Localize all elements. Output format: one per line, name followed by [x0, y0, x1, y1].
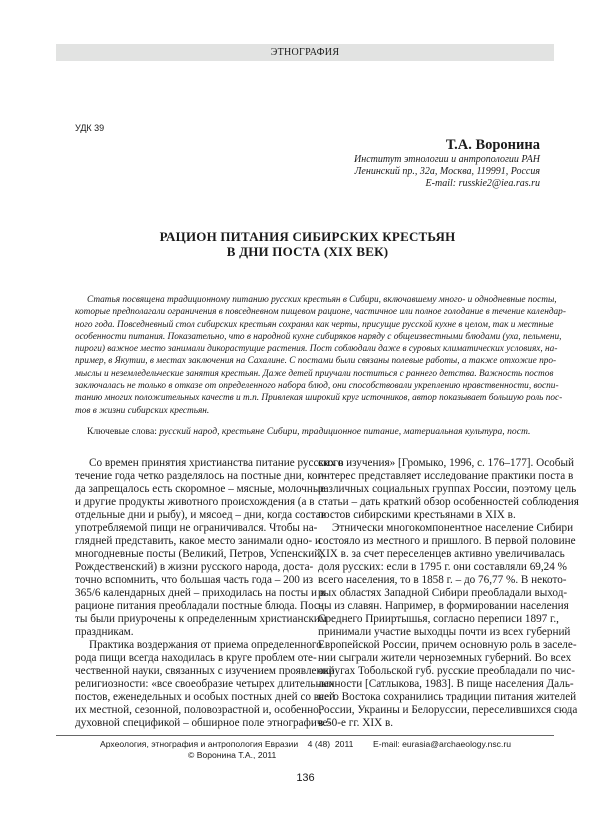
- text-line: него Востока сохранились традиции питания жителей: [318, 691, 577, 703]
- text-line: и другие продукты животного происхождения (а в: [75, 496, 315, 508]
- body-column-right: [318, 457, 579, 730]
- text-line: России, Украины и Белоруссии, переселившихся сюда: [318, 704, 578, 716]
- text-line: танию многих положительных качеств и т.п. Привлекая широкий круг источников, автор показывает большую роль пос-: [75, 393, 563, 404]
- text-line: в 50-е гг. XIX в.: [318, 717, 394, 729]
- text-line: их местной, сезонной, половозрастной и, особенно,: [75, 704, 322, 716]
- text-line: заключалась не только в отказе от определенного набора блюд, они способствовали укреплению нравственности, воспи-: [75, 381, 559, 392]
- text-line: интерес представляет исследование практики поста в: [318, 470, 574, 482]
- text-line: особенности питания. Показательно, что в народной кухне сибиряков наряду с общеизвестными блюдами (уха, пельмени,: [75, 331, 562, 342]
- text-line: пироги) важное место занимали дикорастущие растения. Пост соблюдали даже в суровых климатических условиях, на-: [75, 344, 558, 355]
- footer-divider: [56, 735, 554, 736]
- text-line: доля русских: если в 1795 г. они составляли 69,24 %: [318, 561, 567, 573]
- text-line: цы из славян. Например, в формировании населения: [318, 600, 569, 612]
- text-line: да запрещалось есть скоромное – мясные, молочные: [75, 483, 326, 495]
- text-line: ского изучения» [Громыко, 1996, с. 176–177]. Особый: [318, 457, 574, 469]
- section-title: ЭТНОГРАФИЯ: [270, 47, 340, 58]
- keywords-label: Ключевые слова:: [87, 426, 160, 437]
- text-line: Практика воздержания от приема определенного: [89, 639, 322, 651]
- author-name: Т.А. Воронина: [445, 137, 540, 153]
- body-column-left: [75, 457, 344, 730]
- text-line: праздникам.: [75, 626, 134, 638]
- title-line: В ДНИ ПОСТА (XIX ВЕК): [226, 243, 389, 259]
- author-affiliation: Институт этнологии и антропологии РАН: [354, 154, 540, 165]
- text-line: которые предполагали ограничения в повседневном пищевом рационе, частичное или полное голодание в течение календар-: [75, 307, 566, 318]
- text-line: отдельные дни и рыбу), и мясоед – дни, когда состав: [75, 509, 327, 521]
- text-line: принимали участие выходцы почти из всех губерний: [318, 626, 571, 638]
- author-address: Ленинский пр., 32а, Москва, 119991, Россия: [354, 166, 540, 177]
- abstract: [75, 294, 566, 417]
- text-line: мыслы и неземледельческие занятия крестьян. Даже детей приучали поститься с раннего детства. Важность постов: [75, 368, 554, 379]
- text-line: Со времен принятия христианства питание русских в: [89, 457, 344, 469]
- text-line: рода пищи всегда находилась в круге проблем оте-: [75, 652, 317, 664]
- footer-email: E-mail: eurasia@archaeology.nsc.ru: [373, 739, 512, 749]
- keywords: [87, 426, 530, 437]
- title-line: РАЦИОН ПИТАНИЯ СИБИРСКИХ КРЕСТЬЯН: [159, 229, 456, 244]
- article-title: [75, 230, 540, 259]
- text-line: течение года четко разделялось на постные дни, ког-: [75, 470, 326, 482]
- text-line: нии сыграли жители черноземных губерний. Во всех: [318, 652, 572, 664]
- text-line: XIX в. за счет переселенцев активно увеличивалась: [318, 548, 565, 560]
- text-line: многодневные посты (Великий, Петров, Успенский,: [75, 548, 323, 560]
- text-line: рых областях Западной Сибири преобладали выход-: [318, 587, 568, 599]
- text-line: пример, в Якутии, в местах заключения на Сахалине. С постами были связаны полевые работы, а также отхожие про-: [75, 356, 557, 367]
- text-line: Среднего Прииртышья, согласно переписи 1897 г.,: [318, 613, 559, 625]
- keywords-text: русский народ, крестьяне Сибири, традиционное питание, материальная культура, пост.: [159, 426, 531, 437]
- author-email: E-mail: russkie2@iea.ras.ru: [425, 178, 540, 189]
- text-line: постов сибирскими крестьянами в XIX в.: [318, 509, 516, 521]
- text-line: религиозности: «все своеобразие четырех длительных: [75, 678, 335, 690]
- text-line: ты были приурочены к определенным христианским: [75, 613, 327, 625]
- text-line: состояло из местного и пришлого. В первой половине: [318, 535, 576, 547]
- text-line: ного года. Повседневный стол сибирских крестьян сохранял как черты, присущие русской кухне в целом, так и местные: [75, 319, 554, 330]
- text-line: постов, еженедельных и особых постных дней со всей: [75, 691, 336, 703]
- text-line: ленности [Сатлыкова, 1983]. В пище населения Даль-: [318, 678, 574, 690]
- footer-copyright: © Воронина Т.А., 2011: [188, 750, 277, 760]
- text-line: глядней представить, какое место занимали одно- и: [75, 535, 321, 547]
- text-line: рационе питания преобладали постные блюда. Пос-: [75, 600, 323, 612]
- section-header: [56, 44, 554, 61]
- author-block: [354, 136, 540, 190]
- udk-code: УДК 39: [75, 123, 105, 133]
- text-line: Рождественский) в жизни русского народа, доста-: [75, 561, 314, 573]
- text-line: употребляемой пищи не ограничивался. Чтобы на-: [75, 522, 318, 534]
- text-line: Статья посвящена традиционному питанию русских крестьян в Сибири, включавшему много- и однодневные посты,: [87, 295, 557, 305]
- text-line: 365/6 календарных дней – приходилась на посты и в: [75, 587, 326, 599]
- text-line: духовной спецификой – обширное поле этнографиче-: [75, 717, 332, 729]
- text-line: тов в жизни сибирских крестьян.: [75, 405, 210, 416]
- text-line: всего населения, то в 1858 г. – до 76,77 %. В некото-: [318, 574, 567, 586]
- text-line: чественной науки, связанных с изучением проявлений: [75, 665, 335, 677]
- text-line: Европейской России, причем основную роль в заселе-: [318, 639, 577, 651]
- text-line: статьи – дать краткий обзор особенностей соблюдения: [318, 496, 579, 508]
- footer-journal: Археология, этнография и антропология Евразии 4 (48) 2011: [100, 739, 354, 749]
- page-number: 136: [296, 772, 315, 784]
- text-line: различных социальных группах России, поэтому цель: [318, 483, 577, 495]
- text-line: точно вспомнить, что большая часть года – 200 из: [75, 574, 314, 586]
- text-line: Этнически многокомпонентное население Сибири: [332, 522, 574, 534]
- text-line: округах Тобольской губ. русские преобладали по чис-: [318, 665, 576, 677]
